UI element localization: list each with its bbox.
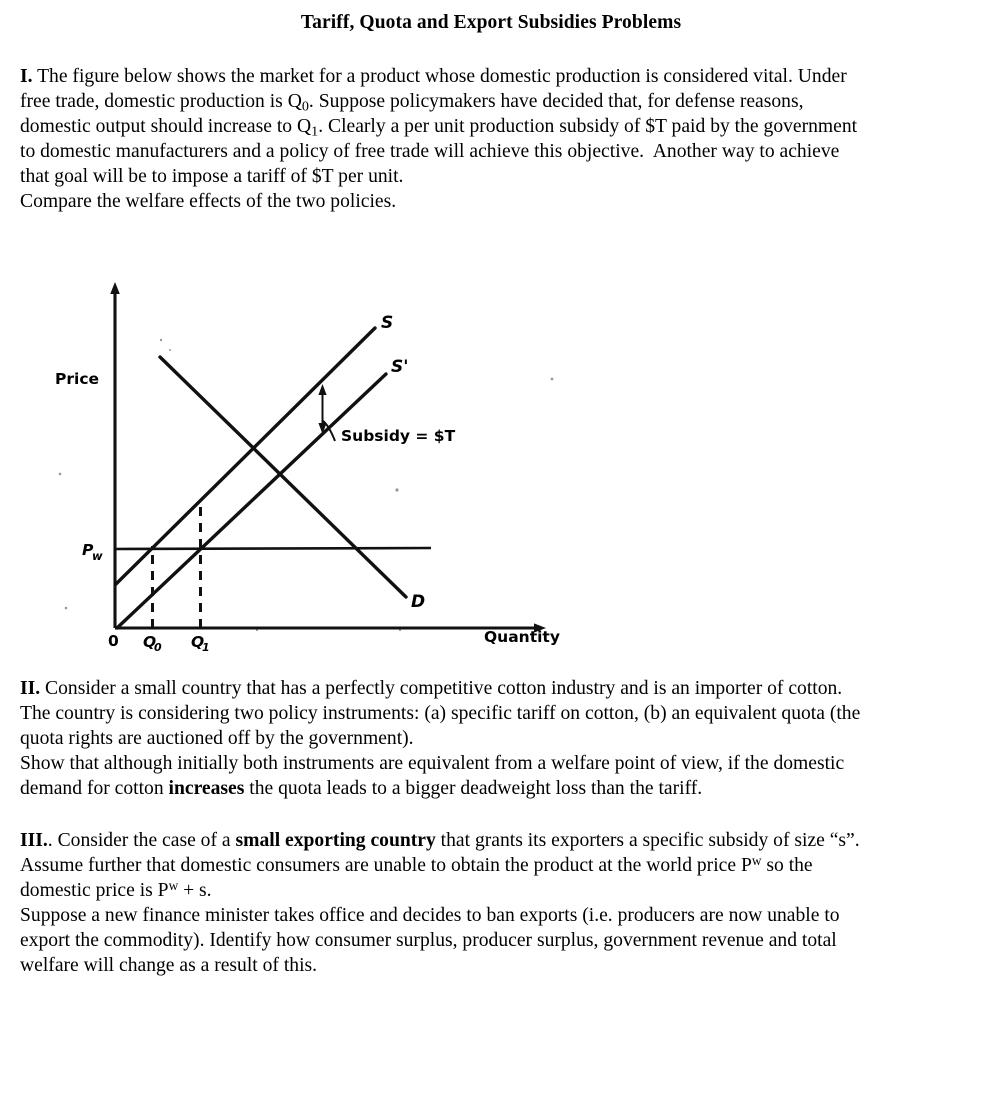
world-price-subscript: w (92, 549, 103, 563)
subsidy-arrowhead-up (318, 384, 326, 395)
scan-speck (59, 473, 62, 476)
section-two-line1: Consider a small country that has a perfectly competitive cotton industry and is an importer of cotton. (40, 678, 843, 699)
price-axis-label: Price (55, 370, 100, 388)
scan-speck (551, 378, 554, 381)
section-two-line4: Show that although initially both instruments are equivalent from a welfare point of view, if the domestic (20, 753, 845, 775)
section-three-line3b: + s. (178, 880, 212, 902)
section-two-emphasis-increases: increases (168, 778, 245, 800)
section-three-line2a: Assume further that domestic consumers are unable to obtain the product at the world price P (20, 855, 752, 877)
q1-axis-label: Q (191, 633, 205, 651)
section-two-line2: The country is considering two policy instruments: (a) specific tariff on cotton, (b) an equivalent quota (the (20, 703, 861, 725)
price-axis-arrowhead (110, 282, 120, 294)
section-one-line3b: . Clearly a per unit production subsidy of $T paid by the government (318, 116, 858, 138)
quantity-axis-label: Quantity (484, 628, 560, 646)
q0-subscript: 0 (301, 98, 309, 115)
section-three-line6: welfare will change as a result of this. (20, 955, 318, 977)
section-one-line1: The figure below shows the market for a product whose domestic production is considered vital. Under (32, 66, 847, 87)
section-one-line3a: domestic output should increase to Q (20, 116, 312, 138)
supply-curve-label: S (381, 313, 394, 333)
demand-curve-d (160, 357, 409, 597)
world-price-superscript-2: w (168, 878, 179, 894)
q1-subscript: 1 (311, 123, 319, 140)
page-title: Tariff, Quota and Export Subsidies Problems (300, 12, 682, 33)
q0-axis-label: Q (143, 633, 157, 651)
section-three-line2b: so the (761, 855, 813, 877)
scan-speck (160, 339, 162, 341)
subsidy-annotation-label: Subsidy = $T (341, 427, 456, 445)
section-two-marker: II. (20, 678, 41, 699)
section-three-line5: export the commodity). Identify how consumer surplus, producer surplus, government revenue and total (20, 930, 837, 952)
scan-speck (65, 607, 68, 610)
section-one-line4: to domestic manufacturers and a policy of free trade will achieve this objective. Another way to achieve (20, 141, 840, 163)
section-three-line1a: . Consider the case of a (47, 830, 236, 851)
supply-curve-s-prime (117, 374, 386, 628)
supply-curve-s (116, 328, 375, 584)
world-price-superscript-1: w (751, 853, 762, 869)
section-three-marker: III. (20, 830, 48, 851)
section-three-line4: Suppose a new finance minister takes office and decides to ban exports (i.e. producers are now unable to (20, 905, 840, 927)
world-price-line (115, 548, 431, 549)
section-two-line5b: the quota leads to a bigger deadweight loss than the tariff. (244, 778, 703, 800)
demand-curve-label: D (411, 592, 426, 612)
world-price-label: P (82, 541, 94, 559)
section-one-paragraph (20, 64, 964, 215)
section-one-marker: I. (20, 66, 33, 87)
section-two-line3: quota rights are auctioned off by the government). (20, 728, 414, 750)
section-three-emphasis-small-exporting-country: small exporting country (235, 830, 436, 851)
scan-speck (169, 349, 171, 351)
section-three-line3a: domestic price is P (20, 880, 169, 902)
section-one-line5: that goal will be to impose a tariff of $T per unit. (20, 166, 404, 188)
q1-axis-subscript: 1 (202, 641, 210, 654)
section-one-line2b: . Suppose policymakers have decided that, for defense reasons, (308, 91, 804, 113)
section-three-paragraph (20, 828, 964, 979)
section-one-line2a: free trade, domestic production is Q (20, 91, 302, 113)
section-three-line1b: that grants its exporters a specific subsidy of size “s”. (435, 830, 860, 851)
section-two-line5a: demand for cotton (20, 778, 169, 800)
q0-axis-subscript: 0 (154, 641, 162, 654)
market-diagram-figure (30, 278, 600, 660)
section-one-line6: Compare the welfare effects of the two policies. (20, 191, 397, 213)
origin-label: 0 (108, 632, 119, 650)
supply-prime-curve-label: S' (391, 357, 409, 377)
section-two-paragraph (20, 676, 964, 801)
scan-speck (395, 488, 398, 491)
